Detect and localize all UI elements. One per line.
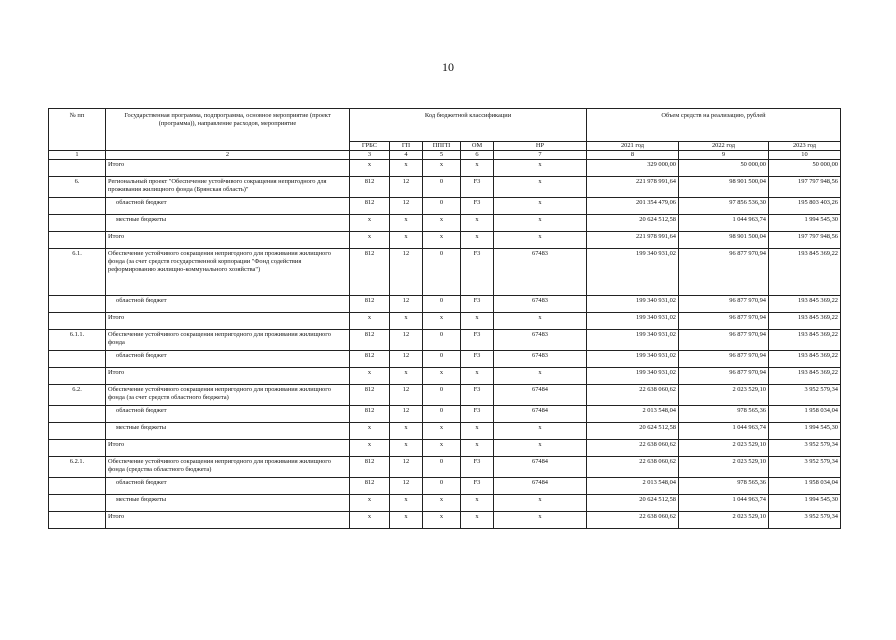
row-nr: x [494, 215, 587, 232]
row-ppgp: 0 [423, 177, 461, 198]
column-number-cell: 9 [679, 151, 769, 160]
table-row [49, 232, 841, 249]
row-num: 6.2.1. [49, 457, 106, 478]
row-gp: 12 [390, 249, 423, 296]
row-grbs: 812 [350, 385, 390, 406]
row-nr: x [494, 512, 587, 529]
row-nr: 67484 [494, 385, 587, 406]
row-om: F3 [461, 478, 494, 495]
row-om: F3 [461, 385, 494, 406]
row-nr: x [494, 495, 587, 512]
row-ppgp: x [423, 160, 461, 177]
table-body [49, 160, 841, 529]
header-code-ppgp: ППГП [423, 142, 461, 151]
column-number-cell: 5 [423, 151, 461, 160]
row-ppgp: x [423, 368, 461, 385]
row-gp: x [390, 495, 423, 512]
column-number-cell: 1 [49, 151, 106, 160]
row-om: x [461, 368, 494, 385]
row-om: F3 [461, 296, 494, 313]
row-amount-2021: 22 638 060,62 [587, 457, 679, 478]
row-amount-2023: 193 845 369,22 [769, 313, 841, 330]
row-name: Итого [106, 160, 350, 177]
row-num: 6.1.1. [49, 330, 106, 351]
row-ppgp: 0 [423, 330, 461, 351]
row-amount-2021: 20 624 512,58 [587, 495, 679, 512]
row-amount-2021: 199 340 931,02 [587, 249, 679, 296]
row-amount-2021: 199 340 931,02 [587, 313, 679, 330]
row-ppgp: x [423, 232, 461, 249]
row-amount-2022: 98 901 500,04 [679, 177, 769, 198]
header-volume-group: Объем средств на реализацию, рублей [587, 109, 841, 142]
row-name: местные бюджеты [106, 215, 350, 232]
table-row [49, 330, 841, 351]
row-num: 6. [49, 177, 106, 198]
row-ppgp: 0 [423, 457, 461, 478]
row-num [49, 478, 106, 495]
row-amount-2021: 199 340 931,02 [587, 330, 679, 351]
row-amount-2022: 978 565,36 [679, 478, 769, 495]
column-number-cell: 8 [587, 151, 679, 160]
column-number-cell: 4 [390, 151, 423, 160]
row-ppgp: 0 [423, 198, 461, 215]
row-amount-2023: 193 845 369,22 [769, 368, 841, 385]
row-amount-2023: 195 803 403,26 [769, 198, 841, 215]
row-nr: x [494, 198, 587, 215]
row-amount-2023: 1 958 034,04 [769, 406, 841, 423]
row-gp: x [390, 440, 423, 457]
row-grbs: 812 [350, 249, 390, 296]
row-nr: x [494, 232, 587, 249]
row-grbs: x [350, 313, 390, 330]
table-row [49, 368, 841, 385]
row-gp: 12 [390, 351, 423, 368]
row-num [49, 160, 106, 177]
header-year-2021: 2021 год [587, 142, 679, 151]
row-ppgp: x [423, 215, 461, 232]
row-ppgp: 0 [423, 249, 461, 296]
row-amount-2022: 1 044 963,74 [679, 215, 769, 232]
row-gp: 12 [390, 385, 423, 406]
header-year-2022: 2022 год [679, 142, 769, 151]
row-name: областной бюджет [106, 351, 350, 368]
row-amount-2023: 50 000,00 [769, 160, 841, 177]
row-gp: 12 [390, 330, 423, 351]
row-ppgp: 0 [423, 351, 461, 368]
row-gp: 12 [390, 406, 423, 423]
row-amount-2023: 197 797 948,56 [769, 232, 841, 249]
header-code-group: Код бюджетной классификации [350, 109, 587, 142]
row-amount-2022: 96 877 970,94 [679, 351, 769, 368]
row-amount-2023: 193 845 369,22 [769, 351, 841, 368]
table-row [49, 457, 841, 478]
row-num [49, 351, 106, 368]
row-om: F3 [461, 351, 494, 368]
table-row [49, 406, 841, 423]
row-name: Итого [106, 368, 350, 385]
row-amount-2022: 96 877 970,94 [679, 296, 769, 313]
row-num [49, 368, 106, 385]
row-amount-2022: 2 023 529,10 [679, 440, 769, 457]
row-om: x [461, 215, 494, 232]
row-gp: x [390, 368, 423, 385]
row-nr: x [494, 368, 587, 385]
row-amount-2021: 221 978 991,64 [587, 232, 679, 249]
table-row [49, 512, 841, 529]
row-amount-2022: 96 877 970,94 [679, 330, 769, 351]
row-nr: x [494, 177, 587, 198]
row-amount-2021: 2 013 548,04 [587, 406, 679, 423]
row-gp: 12 [390, 198, 423, 215]
row-grbs: x [350, 160, 390, 177]
row-num: 6.1. [49, 249, 106, 296]
row-grbs: x [350, 423, 390, 440]
row-amount-2021: 20 624 512,58 [587, 215, 679, 232]
row-ppgp: x [423, 512, 461, 529]
row-amount-2021: 199 340 931,02 [587, 296, 679, 313]
row-om: F3 [461, 177, 494, 198]
row-name: Итого [106, 512, 350, 529]
row-amount-2022: 1 044 963,74 [679, 423, 769, 440]
column-number-cell: 7 [494, 151, 587, 160]
row-amount-2022: 978 565,36 [679, 406, 769, 423]
row-name: Обеспечение устойчивого сокращения непригодного для проживания жилищного фонда (средства областного бюджета) [106, 457, 350, 478]
row-name: Итого [106, 440, 350, 457]
row-num [49, 406, 106, 423]
row-num [49, 495, 106, 512]
row-om: x [461, 495, 494, 512]
row-amount-2023: 1 994 545,30 [769, 215, 841, 232]
row-num [49, 313, 106, 330]
row-amount-2021: 20 624 512,58 [587, 423, 679, 440]
row-grbs: 812 [350, 330, 390, 351]
row-grbs: x [350, 440, 390, 457]
row-nr: 67484 [494, 457, 587, 478]
row-amount-2023: 197 797 948,56 [769, 177, 841, 198]
row-nr: x [494, 423, 587, 440]
table-row [49, 160, 841, 177]
row-gp: x [390, 215, 423, 232]
row-nr: x [494, 440, 587, 457]
row-amount-2022: 2 023 529,10 [679, 385, 769, 406]
row-grbs: x [350, 232, 390, 249]
header-name: Государственная программа, подпрограмма, основное мероприятие (проект (программа)), направление расходов, мероприятие [106, 109, 350, 151]
row-amount-2023: 193 845 369,22 [769, 330, 841, 351]
row-nr: x [494, 160, 587, 177]
table-row [49, 423, 841, 440]
row-amount-2021: 22 638 060,62 [587, 440, 679, 457]
header-code-gp: ГП [390, 142, 423, 151]
row-amount-2023: 193 845 369,22 [769, 296, 841, 313]
table-row [49, 249, 841, 296]
row-ppgp: 0 [423, 406, 461, 423]
row-ppgp: 0 [423, 296, 461, 313]
row-om: x [461, 440, 494, 457]
row-grbs: x [350, 495, 390, 512]
row-grbs: 812 [350, 177, 390, 198]
row-amount-2022: 2 023 529,10 [679, 457, 769, 478]
row-amount-2021: 201 354 479,06 [587, 198, 679, 215]
row-amount-2022: 98 901 500,04 [679, 232, 769, 249]
column-number-cell: 6 [461, 151, 494, 160]
row-amount-2023: 3 952 579,34 [769, 440, 841, 457]
row-amount-2022: 96 877 970,94 [679, 249, 769, 296]
row-amount-2021: 199 340 931,02 [587, 351, 679, 368]
row-om: F3 [461, 330, 494, 351]
row-grbs: 812 [350, 406, 390, 423]
row-om: x [461, 512, 494, 529]
row-nr: x [494, 313, 587, 330]
row-gp: x [390, 423, 423, 440]
table-row [49, 215, 841, 232]
row-num [49, 296, 106, 313]
row-gp: 12 [390, 457, 423, 478]
row-amount-2022: 97 856 536,30 [679, 198, 769, 215]
row-nr: 67484 [494, 406, 587, 423]
row-amount-2022: 96 877 970,94 [679, 313, 769, 330]
row-ppgp: 0 [423, 385, 461, 406]
table-row [49, 351, 841, 368]
table-row [49, 478, 841, 495]
row-amount-2023: 3 952 579,34 [769, 457, 841, 478]
row-gp: x [390, 512, 423, 529]
table-row [49, 385, 841, 406]
row-name: Итого [106, 232, 350, 249]
row-om: x [461, 232, 494, 249]
row-grbs: 812 [350, 478, 390, 495]
table-row [49, 495, 841, 512]
row-om: x [461, 313, 494, 330]
row-om: F3 [461, 198, 494, 215]
column-numbers-row [49, 151, 841, 160]
row-name: областной бюджет [106, 296, 350, 313]
column-number-cell: 10 [769, 151, 841, 160]
row-amount-2023: 1 994 545,30 [769, 423, 841, 440]
column-number-cell: 2 [106, 151, 350, 160]
column-number-cell: 3 [350, 151, 390, 160]
row-amount-2021: 2 013 548,04 [587, 478, 679, 495]
header-num: № пп [49, 109, 106, 151]
row-amount-2023: 3 952 579,34 [769, 385, 841, 406]
row-name: областной бюджет [106, 406, 350, 423]
row-nr: 67483 [494, 330, 587, 351]
row-name: местные бюджеты [106, 495, 350, 512]
row-amount-2022: 96 877 970,94 [679, 368, 769, 385]
row-gp: 12 [390, 296, 423, 313]
row-om: F3 [461, 406, 494, 423]
row-name: Обеспечение устойчивого сокращения непригодного для проживания жилищного фонда (за счет средств государственной корпорации "Фонд содействия реформированию жилищно-коммунального хозяйства") [106, 249, 350, 296]
row-om: x [461, 160, 494, 177]
row-num [49, 512, 106, 529]
header-code-om: ОМ [461, 142, 494, 151]
header-code-nr: НР [494, 142, 587, 151]
row-ppgp: x [423, 313, 461, 330]
row-ppgp: x [423, 440, 461, 457]
row-grbs: 812 [350, 296, 390, 313]
row-nr: 67484 [494, 478, 587, 495]
row-amount-2023: 1 994 545,30 [769, 495, 841, 512]
row-name: местные бюджеты [106, 423, 350, 440]
row-om: x [461, 423, 494, 440]
row-grbs: x [350, 368, 390, 385]
table-row [49, 296, 841, 313]
row-nr: 67483 [494, 296, 587, 313]
row-amount-2023: 193 845 369,22 [769, 249, 841, 296]
row-gp: x [390, 313, 423, 330]
header-code-grbs: ГРБС [350, 142, 390, 151]
row-name: областной бюджет [106, 198, 350, 215]
row-grbs: x [350, 215, 390, 232]
row-amount-2021: 22 638 060,62 [587, 512, 679, 529]
row-amount-2021: 221 978 991,64 [587, 177, 679, 198]
row-name: областной бюджет [106, 478, 350, 495]
table-row [49, 198, 841, 215]
row-name: Региональный проект "Обеспечение устойчивого сокращения непригодного для проживания жилищного фонда (Брянская область)" [106, 177, 350, 198]
row-amount-2022: 1 044 963,74 [679, 495, 769, 512]
row-om: F3 [461, 457, 494, 478]
row-ppgp: x [423, 423, 461, 440]
row-nr: 67483 [494, 249, 587, 296]
row-amount-2021: 329 000,00 [587, 160, 679, 177]
row-amount-2021: 199 340 931,02 [587, 368, 679, 385]
row-num [49, 423, 106, 440]
row-grbs: 812 [350, 351, 390, 368]
row-amount-2022: 50 000,00 [679, 160, 769, 177]
row-num: 6.2. [49, 385, 106, 406]
row-num [49, 440, 106, 457]
row-nr: 67483 [494, 351, 587, 368]
row-amount-2021: 22 638 060,62 [587, 385, 679, 406]
row-gp: x [390, 160, 423, 177]
budget-table [48, 108, 841, 529]
table-row [49, 313, 841, 330]
row-amount-2022: 2 023 529,10 [679, 512, 769, 529]
header-year-2023: 2023 год [769, 142, 841, 151]
row-grbs: 812 [350, 198, 390, 215]
row-name: Итого [106, 313, 350, 330]
page-number: 10 [442, 60, 454, 74]
row-grbs: x [350, 512, 390, 529]
row-num [49, 232, 106, 249]
row-name: Обеспечение устойчивого сокращения непригодного для проживания жилищного фонда (за счет средств областного бюджета) [106, 385, 350, 406]
row-ppgp: 0 [423, 478, 461, 495]
row-gp: 12 [390, 177, 423, 198]
row-grbs: 812 [350, 457, 390, 478]
row-gp: 12 [390, 478, 423, 495]
row-amount-2023: 3 952 579,34 [769, 512, 841, 529]
table-row [49, 177, 841, 198]
row-om: F3 [461, 249, 494, 296]
table-row [49, 440, 841, 457]
row-amount-2023: 1 958 034,04 [769, 478, 841, 495]
row-ppgp: x [423, 495, 461, 512]
row-num [49, 215, 106, 232]
row-num [49, 198, 106, 215]
row-name: Обеспечение устойчивого сокращения непригодного для проживания жилищного фонда [106, 330, 350, 351]
row-gp: x [390, 232, 423, 249]
